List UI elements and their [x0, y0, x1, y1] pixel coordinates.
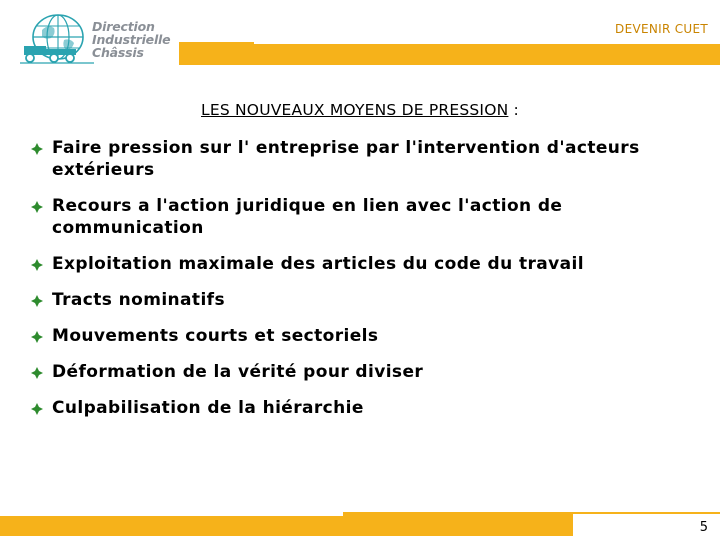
section-label: DEVENIR CUET: [615, 22, 708, 36]
bullet-text: Culpabilisation de la hiérarchie: [52, 398, 364, 418]
diamond-bullet-icon: [30, 200, 44, 214]
bullet-list: [30, 137, 710, 433]
bullet-text: Déformation de la vérité pour diviser: [52, 362, 424, 382]
page-number: 5: [699, 520, 708, 535]
list-item: [30, 253, 710, 275]
list-item: [30, 195, 710, 239]
globe-truck-logo-icon: [18, 10, 96, 68]
diamond-bullet-icon: [30, 402, 44, 416]
bullet-text: Mouvements courts et sectoriels: [52, 326, 379, 346]
footer-page-area: [573, 514, 720, 540]
list-item: [30, 397, 710, 419]
bullet-text: Faire pression sur l' entreprise par l'intervention d'acteurs extérieurs: [52, 138, 640, 180]
slide-title-suffix: :: [508, 101, 519, 119]
diamond-bullet-icon: [30, 366, 44, 380]
header-bar-divider: [254, 40, 720, 44]
diamond-bullet-icon: [30, 142, 44, 156]
list-item: [30, 289, 710, 311]
diamond-bullet-icon: [30, 258, 44, 272]
company-logo: [18, 10, 178, 68]
diamond-bullet-icon: [30, 330, 44, 344]
bullet-text: Recours a l'action juridique en lien avec l'action de communication: [52, 196, 563, 238]
diamond-bullet-icon: [30, 294, 44, 308]
header-accent-bar: [179, 42, 720, 65]
logo-line-1: Direction: [92, 19, 155, 34]
logo-line-2: Industrielle: [92, 32, 171, 47]
footer-bar-divider: [0, 512, 343, 516]
slide-title: [0, 101, 720, 119]
bullet-text: Tracts nominatifs: [52, 290, 225, 310]
list-item: [30, 325, 710, 347]
slide-title-text: LES NOUVEAUX MOYENS DE PRESSION: [201, 101, 509, 119]
logo-line-3: Châssis: [92, 45, 144, 60]
list-item: [30, 137, 710, 181]
bullet-text: Exploitation maximale des articles du code du travail: [52, 254, 584, 274]
logo-text: [92, 20, 170, 59]
list-item: [30, 361, 710, 383]
